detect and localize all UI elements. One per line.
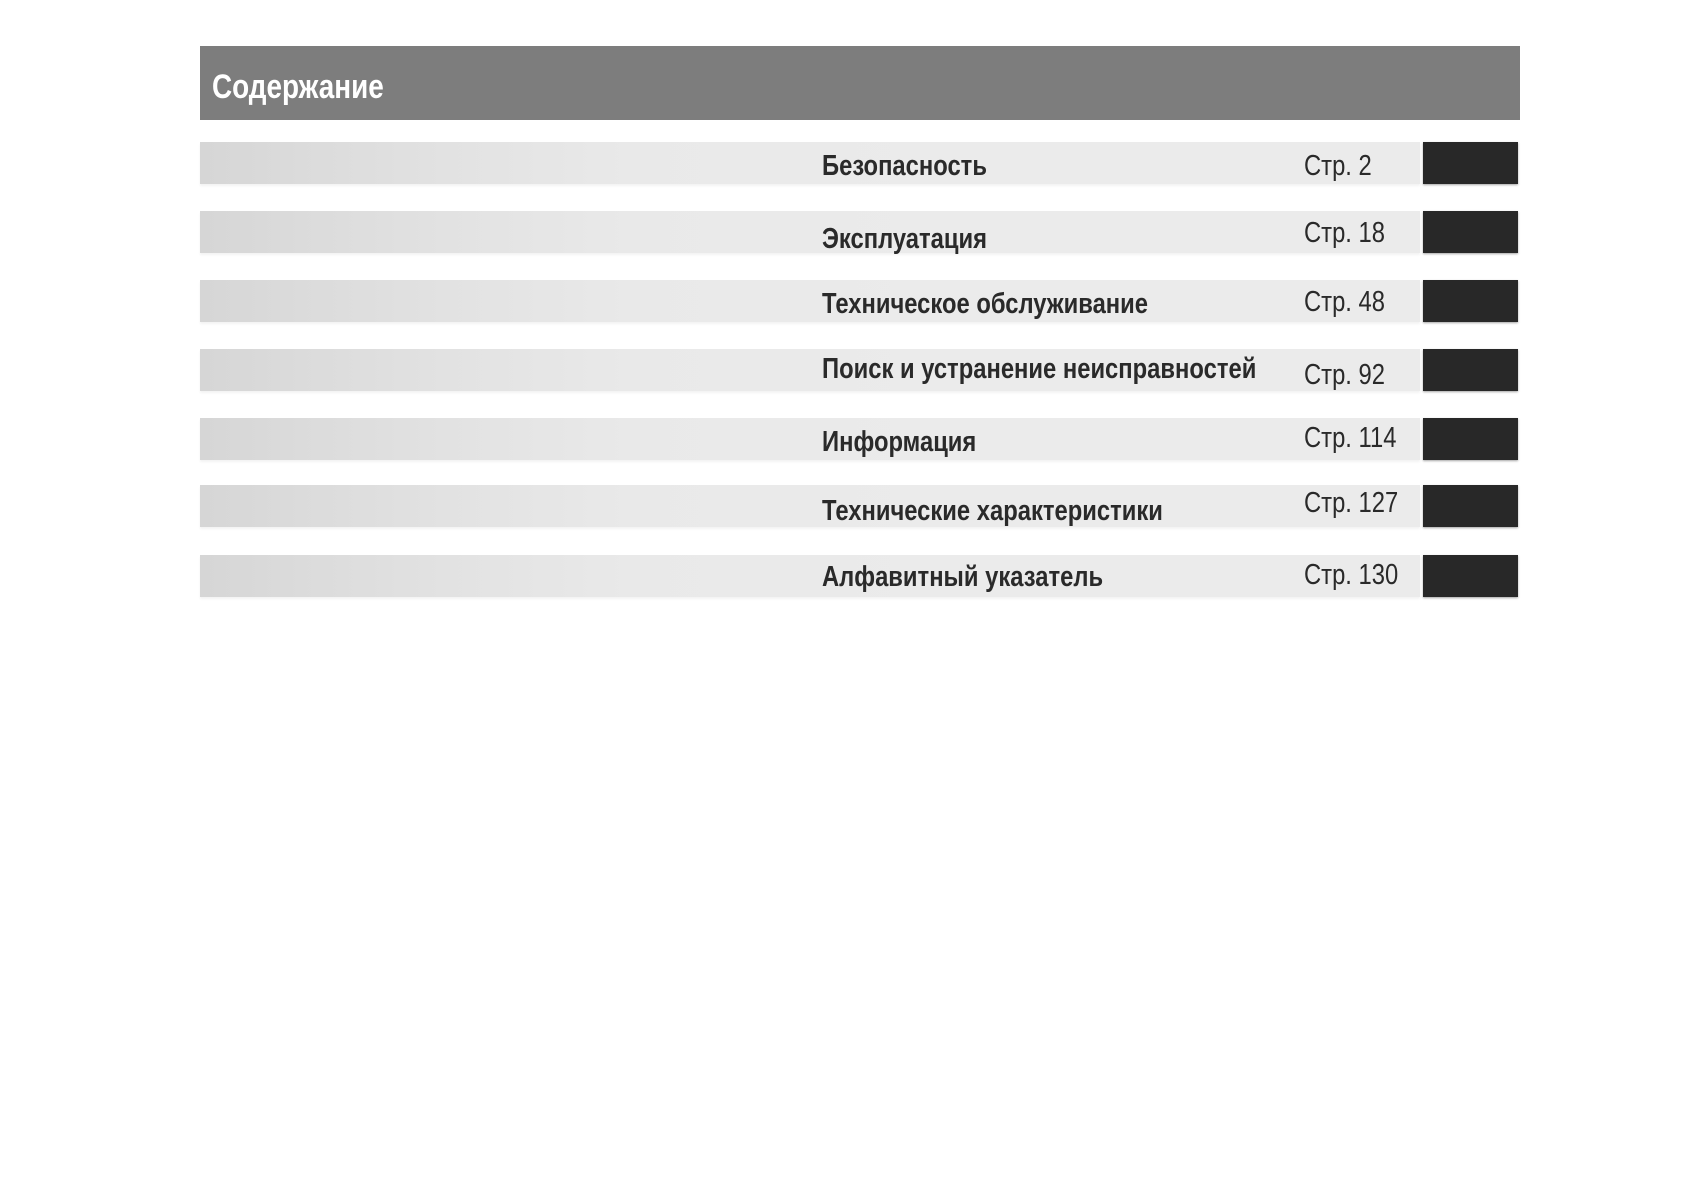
toc-item-page: Стр. 92 — [1304, 359, 1385, 391]
toc-item-label: Поиск и устранение неисправностей — [822, 353, 1257, 385]
toc-item-page: Стр. 48 — [1304, 286, 1385, 318]
section-tab-marker — [1423, 211, 1518, 253]
toc-item-page: Стр. 130 — [1304, 559, 1399, 591]
section-tab-marker — [1423, 485, 1518, 527]
toc-row-band — [200, 555, 1420, 597]
toc-item-index[interactable] — [200, 555, 1520, 597]
section-tab-marker — [1423, 349, 1518, 391]
toc-item-troubleshooting[interactable] — [200, 349, 1520, 391]
toc-item-page: Стр. 2 — [1304, 150, 1372, 182]
toc-item-page: Стр. 18 — [1304, 217, 1385, 249]
toc-item-specifications[interactable] — [200, 485, 1520, 527]
section-tab-marker — [1423, 555, 1518, 597]
toc-row-band — [200, 142, 1420, 184]
toc-item-page: Стр. 127 — [1304, 487, 1399, 519]
toc-item-label: Эксплуатация — [822, 223, 988, 255]
toc-item-information[interactable] — [200, 418, 1520, 460]
toc-row-band — [200, 211, 1420, 253]
toc-item-safety[interactable] — [200, 142, 1520, 184]
toc-item-page: Стр. 114 — [1304, 422, 1397, 454]
toc-item-label: Алфавитный указатель — [822, 561, 1104, 593]
page-title: Содержание — [212, 68, 384, 106]
toc-item-label: Техническое обслуживание — [822, 288, 1149, 320]
section-tab-marker — [1423, 142, 1518, 184]
toc-row-band — [200, 280, 1420, 322]
toc-item-operation[interactable] — [200, 211, 1520, 253]
toc-row-band — [200, 485, 1420, 527]
toc-row-band — [200, 418, 1420, 460]
toc-item-label: Информация — [822, 426, 977, 458]
toc-item-label: Безопасность — [822, 150, 987, 182]
section-tab-marker — [1423, 418, 1518, 460]
toc-item-label: Технические характеристики — [822, 495, 1163, 527]
toc-item-maintenance[interactable] — [200, 280, 1520, 322]
section-tab-marker — [1423, 280, 1518, 322]
